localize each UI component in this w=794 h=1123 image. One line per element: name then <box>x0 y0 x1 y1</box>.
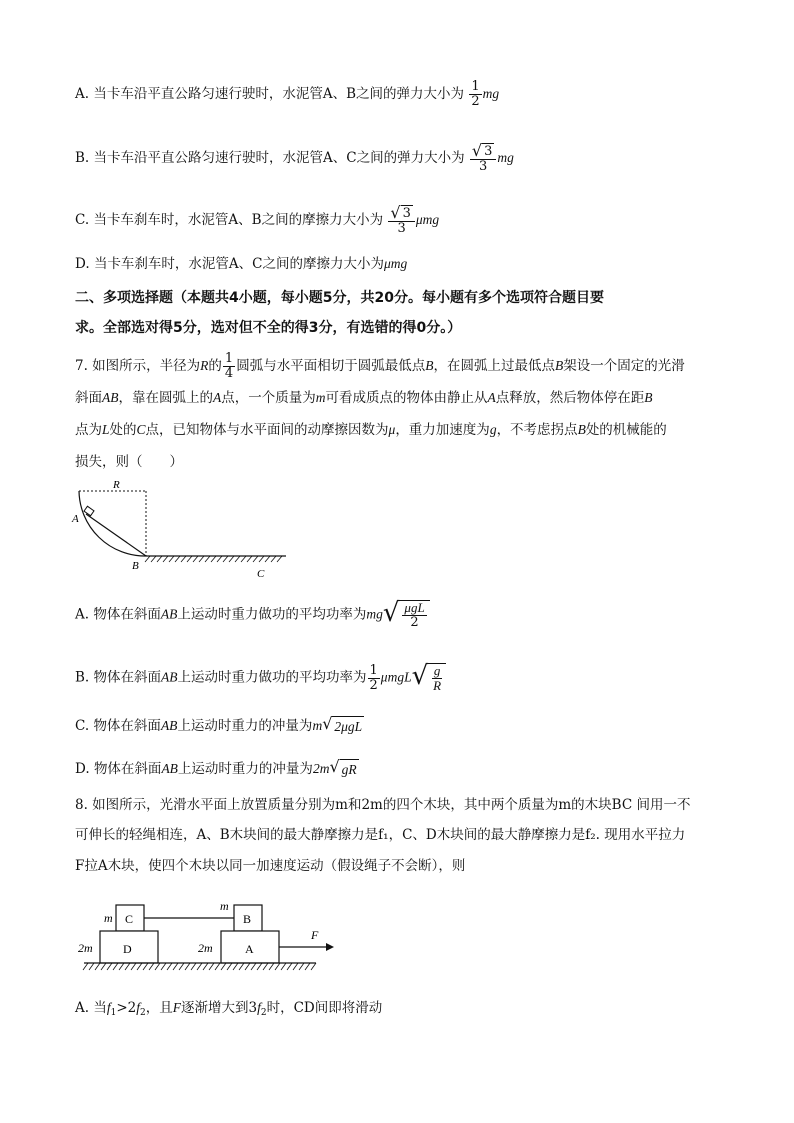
q7-stem-line4: 损失，则（ ） <box>75 454 183 470</box>
section-heading-line1: 二、多项选择题（本题共4小题，每小题5分，共20分。每小题有多个选项符合题目要 <box>75 290 604 306</box>
ground-hatching <box>145 556 282 562</box>
arc <box>79 491 146 556</box>
q8-stem-line2: 可伸长的轻绳相连，A、B木块间的最大静摩擦力是f₁，C、D木块间的最大静摩擦力是f₂. 现用水平拉力 <box>75 827 686 843</box>
label-2m-left: 2m <box>78 941 93 955</box>
q7-stem-line3: 点为L处的C点，已知物体与水平面间的动摩擦因数为μ，重力加速度为g，不考虑拐点B处的机械能的 <box>75 422 667 438</box>
fraction: √ 3 3 <box>388 205 414 236</box>
sqrt: √ $\frac{g}{R}$ <box>412 663 447 693</box>
label-a: A <box>245 942 254 956</box>
sqrt: √ gR <box>329 759 358 780</box>
label-d: D <box>123 942 132 956</box>
q7-stem-line2: 斜面AB，靠在圆弧上的A点，一个质量为m可看成质点的物体由静止从A点释放，然后物体停在距B <box>75 390 653 406</box>
q7-option-d: D. 物体在斜面AB上运动时重力的冲量为2m √ gR <box>75 759 359 780</box>
q8-figure <box>76 895 336 980</box>
label-m-right: m <box>220 899 229 913</box>
fraction: √ 3 3 <box>470 143 496 174</box>
q7-figure <box>68 476 293 586</box>
label-c: C <box>125 912 134 926</box>
q8-option-a: A. 当$f_1>2f_2$，且F逐渐增大到$3f_2$时，CD间即将滑动 <box>75 1000 383 1018</box>
fraction: $\frac{1}{2}$ <box>471 79 480 109</box>
q6-option-b: B. 当卡车沿平直公路匀速行驶时，水泥管A、C之间的弹力大小为 √ 3 3 mg <box>75 141 514 174</box>
q8-stem-line3: F拉A木块，使四个木块以同一加速度运动（假设绳子不会断），则 <box>75 858 466 874</box>
section-heading-line2: 求。全部选对得5分，选对但不全的得3分，有选错的得0分。） <box>75 320 462 336</box>
label-b: B <box>243 912 252 926</box>
label-a: A <box>72 513 79 525</box>
ground-hatching <box>83 963 316 970</box>
block <box>84 506 94 516</box>
q7-stem-line1: 7. 如图所示，半径为R的 $\frac{1}{4}$ 圆弧与水平面相切于圆弧最低点B，在圆弧上过最低点B架设一个固定的光滑 <box>75 351 685 381</box>
q8-stem-line1: 8. 如图所示，光滑水平面上放置质量分别为m和2m的四个木块，其中两个质量为m的木块BC 间用一不 <box>75 797 691 813</box>
q6-option-a: A. 当卡车沿平直公路匀速行驶时，水泥管A、B之间的弹力大小为 $\frac{1}{2}$ mg <box>75 79 500 109</box>
sqrt: √ 2μgL <box>322 716 364 737</box>
arrow-head-icon <box>326 943 334 951</box>
q6-option-d: D. 当卡车刹车时，水泥管A、C之间的摩擦力大小为μmg <box>75 256 408 272</box>
label-f: F <box>311 928 319 942</box>
label-2m-right: 2m <box>198 941 213 955</box>
label-b: B <box>132 560 139 572</box>
q7-option-a: A. 物体在斜面AB上运动时重力做功的平均功率为mg √ $\frac{\text{μgL}}{2}$ <box>75 600 430 630</box>
label-m-left: m <box>104 911 113 925</box>
label-r: R <box>113 479 120 491</box>
q6-option-c: C. 当卡车刹车时，水泥管A、B之间的摩擦力大小为 √ 3 3 μmg <box>75 203 440 236</box>
q7-option-c: C. 物体在斜面AB上运动时重力的冲量为m √ 2μgL <box>75 716 364 737</box>
label-c: C <box>257 568 265 580</box>
sqrt: √ $\frac{\text{μgL}}{2}$ <box>383 600 430 630</box>
fraction: $\frac{1}{4}$ <box>224 351 234 381</box>
q7-option-b: B. 物体在斜面AB上运动时重力做功的平均功率为 $\frac{1}{2}$ μmgL √ $\frac{g}{R}$ <box>75 663 446 693</box>
